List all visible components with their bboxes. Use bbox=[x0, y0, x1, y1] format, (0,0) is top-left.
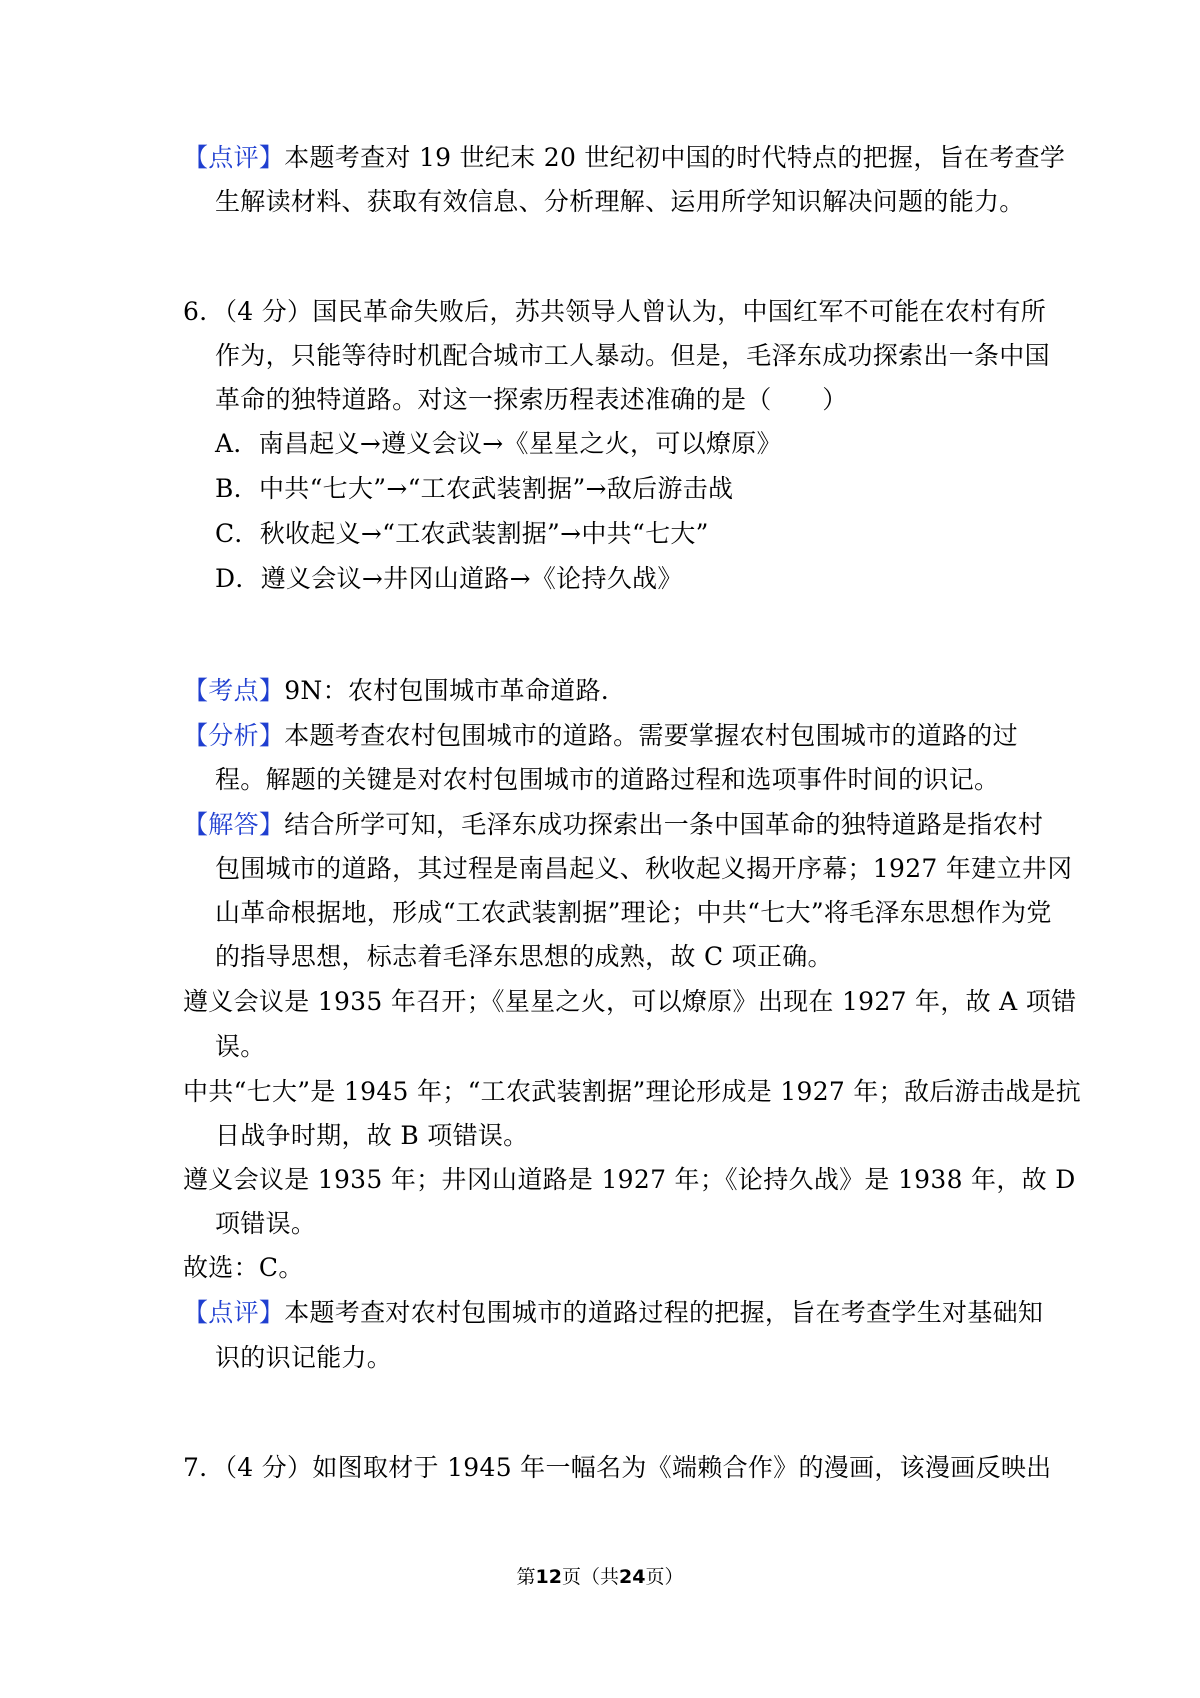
prev-comment-text-1: 本题考查对 19 世纪末 20 世纪初中国的时代特点的把握，旨在考查学 bbox=[284, 143, 1066, 172]
footer-suffix: 页） bbox=[645, 1566, 684, 1588]
kaodian-text: 9N：农村包围城市革命道路． bbox=[284, 676, 627, 705]
kaodian-tag: 【考点】 bbox=[183, 676, 285, 705]
q6-stem-line-2: 作为，只能等待时机配合城市工人暴动。但是，毛泽东成功探索出一条中国 bbox=[215, 341, 1050, 370]
fenxi-line-1 bbox=[183, 721, 1018, 751]
footer-page-number: 12 bbox=[535, 1566, 562, 1588]
q6-option-d: D．遵义会议→井冈山道路→《论持久战》 bbox=[215, 564, 683, 593]
jieda-line-1 bbox=[183, 810, 1044, 840]
footer-prefix: 第 bbox=[516, 1566, 536, 1588]
jieda-tag: 【解答】 bbox=[183, 810, 285, 839]
fenxi-line-2: 程。解题的关键是对农村包围城市的道路过程和选项事件时间的识记。 bbox=[215, 765, 1000, 794]
explain-d-line-1: 遵义会议是 1935 年；井冈山道路是 1927 年；《论持久战》是 1938 年，故 D bbox=[183, 1165, 1076, 1194]
explain-d-line-2: 项错误。 bbox=[215, 1209, 317, 1238]
q6-comment-line-1 bbox=[183, 1298, 1044, 1328]
q6-option-a: A．南昌起义→遵义会议→《星星之火，可以燎原》 bbox=[215, 429, 782, 458]
fenxi-tag: 【分析】 bbox=[183, 721, 285, 750]
page-footer bbox=[0, 1565, 1200, 1589]
jieda-text-1: 结合所学可知，毛泽东成功探索出一条中国革命的独特道路是指农村 bbox=[284, 810, 1044, 839]
comment-tag: 【点评】 bbox=[183, 143, 285, 172]
q6-comment-text-1: 本题考查对农村包围城市的道路过程的把握，旨在考查学生对基础知 bbox=[284, 1298, 1044, 1327]
q7-stem-line-1: 7．（4 分）如图取材于 1945 年一幅名为《端赖合作》的漫画，该漫画反映出 bbox=[183, 1453, 1052, 1482]
jieda-line-4: 的指导思想，标志着毛泽东思想的成熟，故 C 项正确。 bbox=[215, 942, 833, 971]
q6-option-b: B．中共“七大”→“工农武装割据”→敌后游击战 bbox=[215, 474, 734, 503]
explain-b-line-2: 日战争时期，故 B 项错误。 bbox=[215, 1121, 529, 1150]
q6-option-c: C．秋收起义→“工农武装割据”→中共“七大” bbox=[215, 519, 709, 548]
answer-line: 故选：C。 bbox=[183, 1253, 304, 1282]
prev-comment-line-1 bbox=[183, 143, 1066, 173]
jieda-line-2: 包围城市的道路，其过程是南昌起义、秋收起义揭开序幕；1927 年建立井冈 bbox=[215, 854, 1073, 883]
comment-tag: 【点评】 bbox=[183, 1298, 285, 1327]
explain-a-line-2: 误。 bbox=[215, 1032, 266, 1061]
footer-total-pages: 24 bbox=[619, 1566, 646, 1588]
jieda-line-3: 山革命根据地，形成“工农武装割据”理论；中共“七大”将毛泽东思想作为党 bbox=[215, 898, 1052, 927]
prev-comment-line-2: 生解读材料、获取有效信息、分析理解、运用所学知识解决问题的能力。 bbox=[215, 187, 1025, 216]
q6-comment-line-2: 识的识记能力。 bbox=[215, 1343, 393, 1372]
q6-stem-line-1: 6．（4 分）国民革命失败后，苏共领导人曾认为，中国红军不可能在农村有所 bbox=[183, 297, 1047, 326]
q6-stem-line-3: 革命的独特道路。对这一探索历程表述准确的是（ ） bbox=[215, 385, 848, 414]
fenxi-text-1: 本题考查农村包围城市的道路。需要掌握农村包围城市的道路的过 bbox=[284, 721, 1018, 750]
explain-a-line-1: 遵义会议是 1935 年召开；《星星之火，可以燎原》出现在 1927 年，故 A 项错 bbox=[183, 987, 1077, 1016]
kaodian-line bbox=[183, 676, 626, 706]
footer-middle: 页（共 bbox=[561, 1566, 619, 1588]
explain-b-line-1: 中共“七大”是 1945 年；“工农武装割据”理论形成是 1927 年；敌后游击战是抗 bbox=[183, 1077, 1082, 1106]
